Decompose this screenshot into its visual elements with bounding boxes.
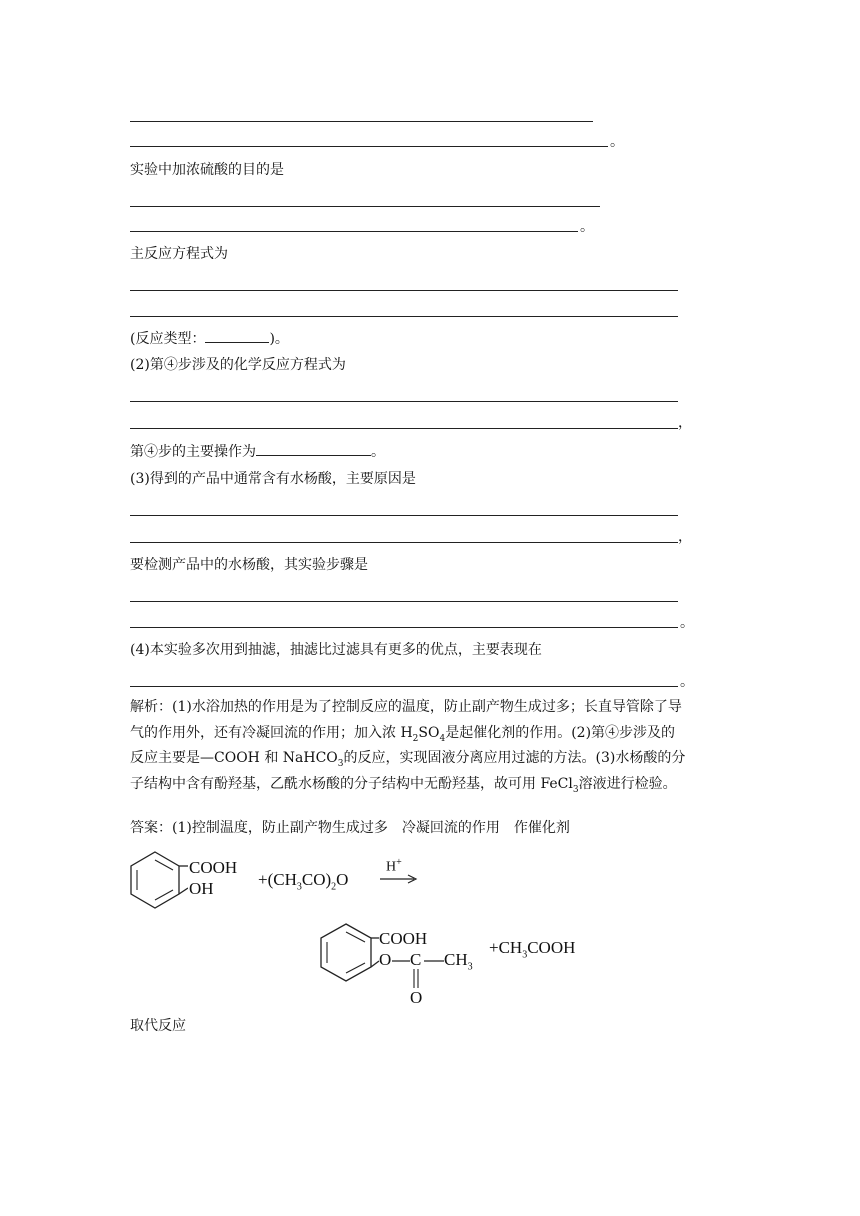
product-ester-oxygen: O [379, 950, 392, 969]
question-sulfuric-acid: 实验中加浓硫酸的目的是 [130, 162, 284, 178]
question-3-detect: 要检测产品中的水杨酸，其实验步骤是 [130, 557, 368, 573]
acetic-acid-byproduct: $+CH_3COOH$ [489, 938, 576, 961]
comma-mark: ， [678, 415, 692, 431]
question-2-operation [130, 442, 385, 461]
carbonyl-oxygen: O [410, 988, 423, 1007]
reaction-arrow [380, 874, 420, 884]
carbonyl-double-bond [412, 969, 420, 989]
product-cooh-group: COOH [379, 929, 428, 948]
answer-line: 答案：(1)控制温度，防止副产物生成过多 冷凝回流的作用 作催化剂 [130, 820, 570, 836]
question-2: (2)第④步涉及的化学反应方程式为 [130, 357, 346, 373]
methyl-group: $CH_3$ [444, 950, 473, 973]
period-mark: 。 [680, 615, 694, 631]
answer-line-13 [130, 686, 678, 687]
reactant-cooh-group: COOH [189, 858, 238, 877]
ester-bond [392, 959, 410, 963]
reaction-type-suffix: )。 [269, 331, 289, 347]
answer-line-12 [130, 627, 678, 628]
question-4: (4)本实验多次用到抽滤，抽滤比过滤具有更多的优点，主要表现在 [130, 642, 542, 658]
reaction-type-question [130, 329, 289, 348]
answer-line-4 [130, 231, 578, 232]
period-mark: 。 [680, 674, 694, 690]
operation-prefix: 第④步的主要操作为 [130, 444, 256, 460]
answer-line-8 [130, 428, 678, 429]
answer-line-5 [130, 290, 678, 291]
answer-line-11 [130, 601, 678, 602]
question-3: (3)得到的产品中通常含有水杨酸，主要原因是 [130, 471, 416, 487]
salicylic-acid-benzene-ring [128, 848, 188, 918]
acetic-anhydride-formula: $+(CH_3CO)_2O$ [258, 870, 349, 893]
reaction-type-answer: 取代反应 [130, 1018, 186, 1034]
operation-suffix: 。 [371, 444, 385, 460]
answer-line-2 [130, 146, 608, 147]
catalyst-label: H+ [386, 857, 402, 875]
answer-line-10 [130, 542, 678, 543]
period-mark: 。 [580, 219, 594, 235]
reaction-type-prefix: (反应类型： [130, 331, 206, 347]
answer-line-3 [130, 206, 600, 207]
answer-line-1 [130, 121, 593, 122]
question-main-equation: 主反应方程式为 [130, 246, 228, 262]
answer-line-7 [130, 401, 678, 402]
answer-line-9 [130, 515, 678, 516]
methyl-bond [424, 959, 444, 963]
period-mark: 。 [610, 134, 624, 150]
analysis-paragraph: 解析：(1)水浴加热的作用是为了控制反应的温度，防止副产物生成过多；长直导管除了导气的作用外，还有冷凝回流的作用；加入浓 $H_2SO_4$是起催化剂的作用。(2)第④步涉及的反应主要是—COOH 和 NaHCO$_3$的反应，实现固液分离应用过滤的方法。(3)水杨酸的分子结构中含有酚羟基，乙酰水杨酸的分子结构中无酚羟基，故可用 FeCl$_3$溶液进行检验。 [130, 699, 686, 795]
reactant-oh-group: OH [189, 879, 214, 898]
aspirin-benzene-ring [316, 920, 380, 990]
carbonyl-carbon: C [410, 950, 422, 969]
answer-line-6 [130, 316, 678, 317]
operation-blank[interactable] [256, 442, 371, 456]
reaction-type-blank[interactable] [205, 329, 269, 343]
comma-mark: ， [678, 529, 692, 545]
